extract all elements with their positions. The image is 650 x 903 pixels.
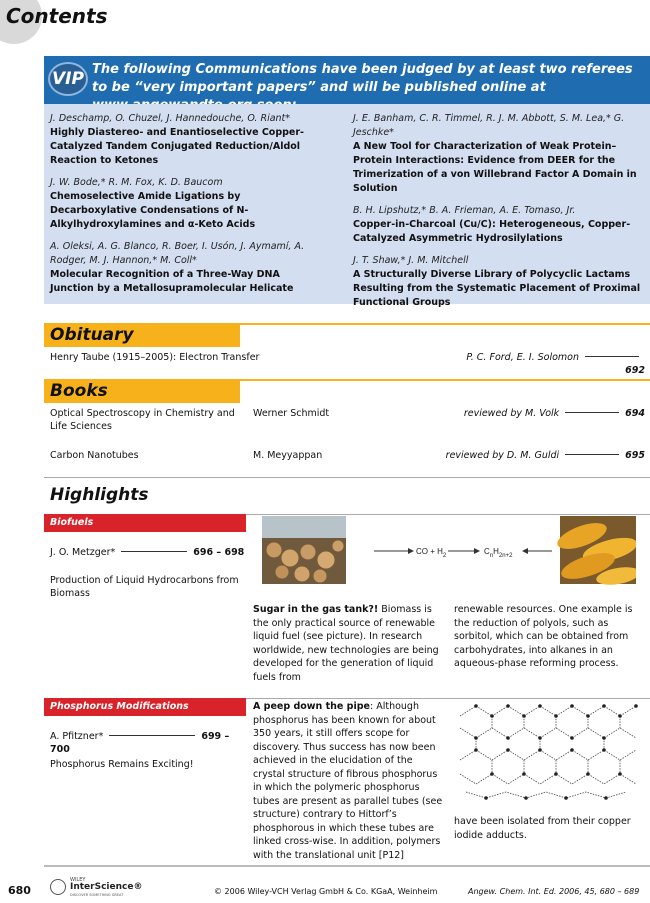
obituary-page[interactable]: 692: [625, 365, 645, 376]
book-title[interactable]: Optical Spectroscopy in Chemistry and Life Sciences: [50, 408, 235, 432]
scheme-product-subscript: 2n+2: [498, 553, 513, 559]
scheme-reactant-subscript: 2: [442, 553, 447, 559]
highlight-abstract-col1: [253, 603, 445, 684]
book-reviewer: reviewed by D. M. Guldi: [445, 450, 560, 461]
scheme-reactant: CO + H: [416, 547, 443, 556]
wood-logs-image: [262, 516, 346, 584]
citation: Angew. Chem. Int. Ed. 2006, 45, 680 – 689: [468, 887, 640, 896]
highlight-author: A. Pfitzner*: [50, 731, 104, 742]
biofuel-scheme-figure: [262, 514, 636, 586]
obituary-authors: P. C. Ford, E. I. Solomon: [466, 352, 579, 363]
vip-authors: J. E. Banham, C. R. Timmel, R. J. M. Abbott, S. M. Lea,* G. Jeschke*: [353, 113, 625, 138]
highlight-author: J. O. Metzger*: [50, 547, 116, 558]
highlight-category: Biofuels: [44, 514, 246, 532]
vip-article-title[interactable]: A Structurally Diverse Library of Polycyclic Lactams Resulting from the Systematic Placement of Proximal Functional Groups: [353, 269, 641, 308]
vip-authors: J. Deschamp, O. Chuzel, J. Hannedouche, O. Riant*: [50, 113, 291, 124]
book-author: Werner Schmidt: [253, 408, 330, 419]
scheme-product-c: C: [484, 547, 490, 556]
vip-authors: J. T. Shaw,* J. M. Mitchell: [353, 255, 469, 266]
highlight-title[interactable]: Production of Liquid Hydrocarbons from Biomass: [50, 575, 239, 599]
highlight-text: Biomass is the only practical source of renewable liquid fuel (see picture). In research worldwide, new technologies are being developed for the generation of liquid fuels from: [253, 604, 439, 683]
highlight-author-row: [50, 546, 246, 559]
vip-authors: B. H. Lipshutz,* B. A. Frieman, A. E. Tomaso, Jr.: [353, 205, 576, 216]
book-page[interactable]: 695: [625, 450, 645, 461]
corn-image: [554, 516, 636, 586]
obituary-heading: Obituary: [44, 323, 240, 347]
highlight-text: : Although phosphorus has been known for about 350 years, it still offers scope for discovery. Thus success has now been achieved in the elucidation of the crystal structure of fibrous phosphorus in which the polymeric phosphorus tubes are present as parallel tubes (see structure) contrary to Hittorf’s phosphorous in which these tubes are linked cross-wise. In addition, polymers with the translational unit [P12]: [253, 701, 443, 861]
book-review-row: [440, 407, 645, 420]
svg-text:CnH2n+2: [484, 547, 513, 559]
logo-main: InterScience®: [70, 882, 143, 892]
page-number: 680: [8, 884, 31, 897]
vip-list: [44, 104, 650, 308]
book-title[interactable]: Carbon Nanotubes: [50, 450, 139, 461]
phosphorus-structure-figure: [456, 698, 646, 806]
vip-column-right: [353, 112, 646, 318]
book-review-row: [440, 449, 645, 462]
book-author: M. Meyyappan: [253, 450, 323, 461]
page-title: Contents: [6, 4, 108, 28]
highlight-author-row: [50, 730, 246, 756]
reaction-scheme: [374, 547, 552, 559]
book-reviewer: reviewed by M. Volk: [463, 408, 560, 419]
vip-article-title[interactable]: Chemoselective Amide Ligations by Decarboxylative Condensations of N-Alkylhydroxylamines and α-Keto Acids: [50, 191, 256, 230]
logo-top: WILEY: [70, 877, 86, 883]
svg-text:CO + H2: [416, 547, 447, 559]
highlight-pages[interactable]: 699 – 700: [50, 731, 230, 755]
highlight-lead: Sugar in the gas tank?!: [253, 604, 379, 615]
scheme-product-h: H: [493, 547, 499, 556]
vip-article-title[interactable]: Copper-in-Charcoal (Cu/C): Heterogeneous, Copper-Catalyzed Asymmetric Hydrosilylations: [353, 219, 631, 244]
highlights-rule: [44, 477, 650, 478]
vip-article-title[interactable]: Molecular Recognition of a Three-Way DNA Junction by a Metallosupramolecular Helicate: [50, 269, 294, 294]
vip-intro: The following Communications have been judged by at least two referees to be “very important papers” and will be published online at: [92, 62, 633, 95]
vip-column-left: [50, 112, 325, 304]
vip-authors: J. W. Bode,* R. M. Fox, K. D. Baucom: [50, 177, 223, 188]
vip-article-title[interactable]: A New Tool for Characterization of Weak Protein–Protein Interactions: Evidence from DEER for the Trimerization of a von Willebrand Factor A Domain in Solution: [353, 141, 637, 194]
logo-sub: DISCOVER SOMETHING GREAT: [70, 893, 124, 897]
scheme-product-n: n: [489, 553, 494, 559]
vip-badge: VIP: [48, 62, 88, 96]
books-heading: Books: [44, 379, 240, 403]
obituary-title[interactable]: Henry Taube (1915–2005): Electron Transfer: [50, 352, 260, 363]
book-page[interactable]: 694: [625, 408, 645, 419]
interscience-logo: [50, 877, 150, 899]
globe-icon: [50, 879, 66, 895]
highlight-title[interactable]: Phosphorus Remains Exciting!: [50, 759, 194, 770]
highlight-abstract-col1: [253, 700, 445, 862]
footer-rule: [44, 865, 650, 867]
vip-authors: A. Oleksi, A. G. Blanco, R. Boer, I. Usón, J. Aymamí, A. Rodger, M. J. Hannon,* M. Coll*: [50, 241, 305, 266]
copyright: © 2006 Wiley-VCH Verlag GmbH & Co. KGaA, Weinheim: [214, 887, 438, 896]
highlight-category: Phosphorus Modifications: [44, 698, 246, 716]
highlights-heading: Highlights: [50, 485, 149, 505]
highlight-lead: A peep down the pipe: [253, 701, 370, 712]
highlight-pages[interactable]: 696 – 698: [193, 547, 245, 558]
vip-article-title[interactable]: Highly Diastereo- and Enantioselective Copper-Catalyzed Tandem Conjugated Reduction/Aldol Reaction to Ketones: [50, 127, 304, 166]
highlight-abstract-col2: have been isolated from their copper iodide adducts.: [454, 816, 631, 841]
obituary-authors-row: [455, 351, 645, 377]
books-rule: [240, 379, 650, 381]
highlight-abstract-col2: renewable resources. One example is the reduction of polyols, such as sorbitol, which can be obtained from carbohydrates, into alkanes in an aqueous-phase reforming process.: [454, 604, 633, 669]
obituary-rule: [240, 323, 650, 325]
